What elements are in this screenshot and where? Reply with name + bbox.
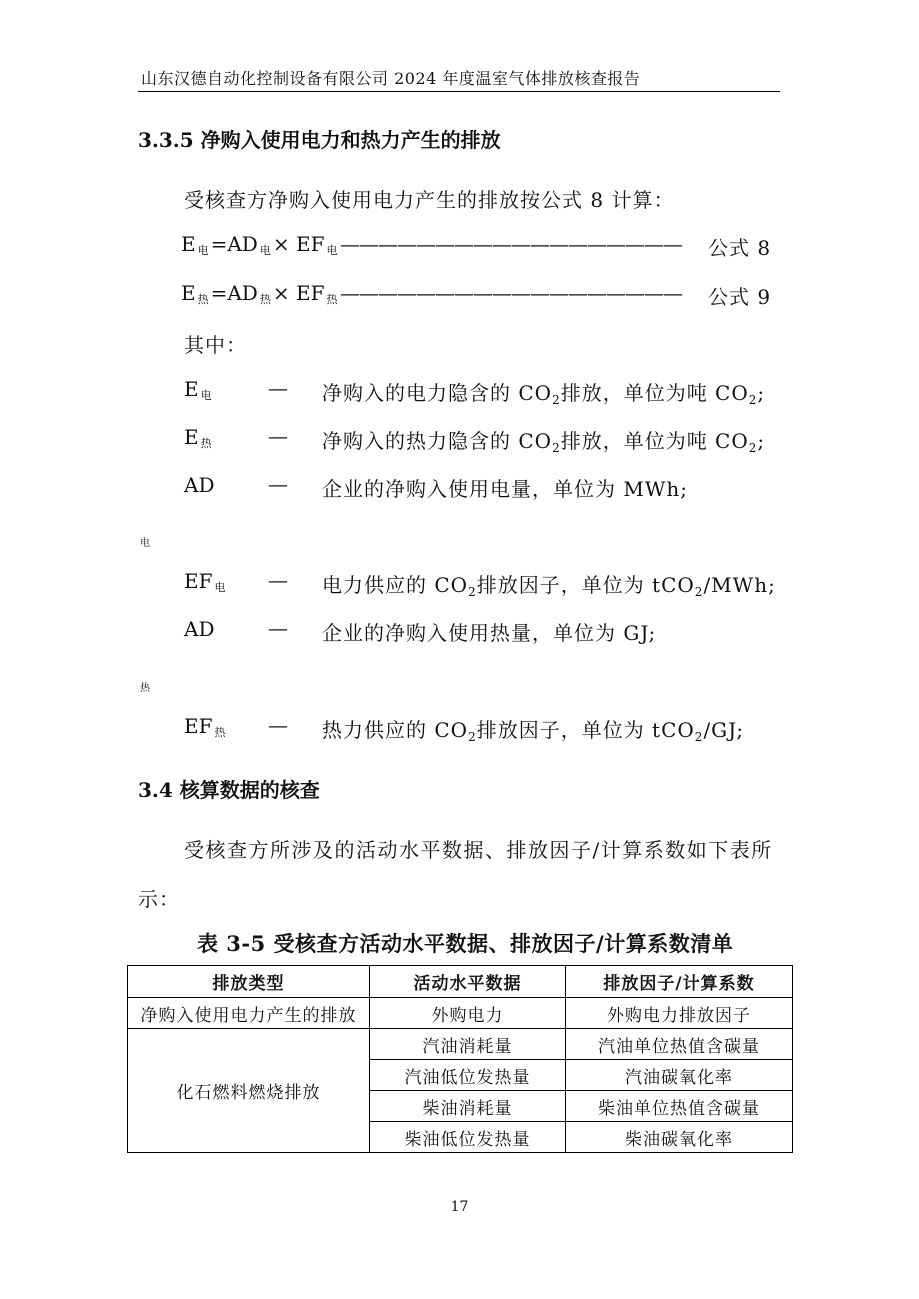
table-row: [128, 998, 793, 1029]
section-3-4-paragraph-line2: 示：: [138, 887, 180, 911]
formula-9-leader: ——————————————————: [340, 281, 682, 305]
section-heading-3-3-5: 3.3.5 净购入使用电力和热力产生的排放: [138, 128, 501, 152]
page-number: 17: [450, 1199, 469, 1215]
def-desc-e-heat: 净购入的热力隐含的 $CO_2$排放，单位为吨 $CO_2$;: [322, 429, 766, 455]
formula-8: E电 =AD 电 × EF 电: [181, 232, 338, 257]
def-desc-ef-elec: 电力供应的 $CO_2$排放因子，单位为 tCO$_2$/MWh;: [322, 573, 776, 599]
header-divider: [138, 91, 780, 92]
table-cell: 汽油消耗量: [370, 1029, 566, 1060]
table-cell: 柴油低位发热量: [370, 1122, 566, 1153]
def-symbol-e-heat: E热: [184, 425, 212, 450]
activity-data-table: [127, 965, 793, 1153]
table-cell: 净购入使用电力产生的排放: [128, 998, 370, 1029]
where-label: 其中：: [184, 333, 247, 357]
def-desc-ad-elec: 企业的净购入使用电量，单位为 MWh;: [322, 477, 689, 501]
table-header-cell: 活动水平数据: [370, 966, 566, 998]
def-dash: —: [268, 376, 288, 400]
table-cell: 柴油消耗量: [370, 1091, 566, 1122]
table-header-row: [128, 966, 793, 998]
table-group-cell: 化石燃料燃烧排放: [128, 1029, 370, 1153]
def-dash: —: [268, 713, 288, 737]
def-desc-e-elec: 净购入的电力隐含的 $CO_2$排放，单位为吨 $CO_2$;: [322, 381, 766, 407]
def-dash: —: [268, 616, 288, 640]
def-symbol-ad-heat: AD: [184, 617, 215, 641]
table-row: [128, 1029, 793, 1060]
formula-9-tag: 公式 9: [708, 285, 772, 309]
running-header: 山东汉德自动化控制设备有限公司 2024 年度温室气体排放核查报告: [141, 69, 641, 88]
table-cell: 柴油单位热值含碳量: [566, 1091, 793, 1122]
formula-8-leader: ——————————————————: [340, 232, 682, 256]
table-cell: 外购电力: [370, 998, 566, 1029]
table-header-cell: 排放因子/计算系数: [566, 966, 793, 998]
def-symbol-ef-heat: EF 热: [184, 714, 226, 739]
table-cell: 汽油碳氧化率: [566, 1060, 793, 1091]
stray-subscript-elec: 电: [140, 538, 150, 549]
def-dash: —: [268, 568, 288, 592]
def-symbol-ad-elec: AD: [184, 473, 215, 497]
table-cell: 汽油低位发热量: [370, 1060, 566, 1091]
table-cell: 外购电力排放因子: [566, 998, 793, 1029]
intro-paragraph: 受核查方净购入使用电力产生的排放按公式 8 计算：: [184, 188, 675, 212]
def-dash: —: [268, 472, 288, 496]
table-caption: 表 3-5 受核查方活动水平数据、排放因子/计算系数清单: [197, 931, 734, 956]
def-desc-ef-heat: 热力供应的 $CO_2$排放因子，单位为 tCO$_2$/GJ;: [322, 718, 745, 744]
def-dash: —: [268, 424, 288, 448]
table-header-cell: 排放类型: [128, 966, 370, 998]
table-cell: 柴油碳氧化率: [566, 1122, 793, 1153]
table-cell: 汽油单位热值含碳量: [566, 1029, 793, 1060]
def-symbol-ef-elec: EF 电: [184, 569, 226, 594]
section-3-4-paragraph-line1: 受核查方所涉及的活动水平数据、排放因子/计算系数如下表所: [184, 838, 773, 862]
def-desc-ad-heat: 企业的净购入使用热量，单位为 GJ;: [322, 621, 657, 645]
formula-9: E热 =AD 热 × EF 热: [181, 281, 338, 306]
section-heading-3-4: 3.4 核算数据的核查: [138, 778, 320, 802]
formula-8-tag: 公式 8: [708, 236, 772, 260]
stray-subscript-heat: 热: [140, 683, 150, 694]
def-symbol-e-elec: E电: [184, 377, 212, 402]
